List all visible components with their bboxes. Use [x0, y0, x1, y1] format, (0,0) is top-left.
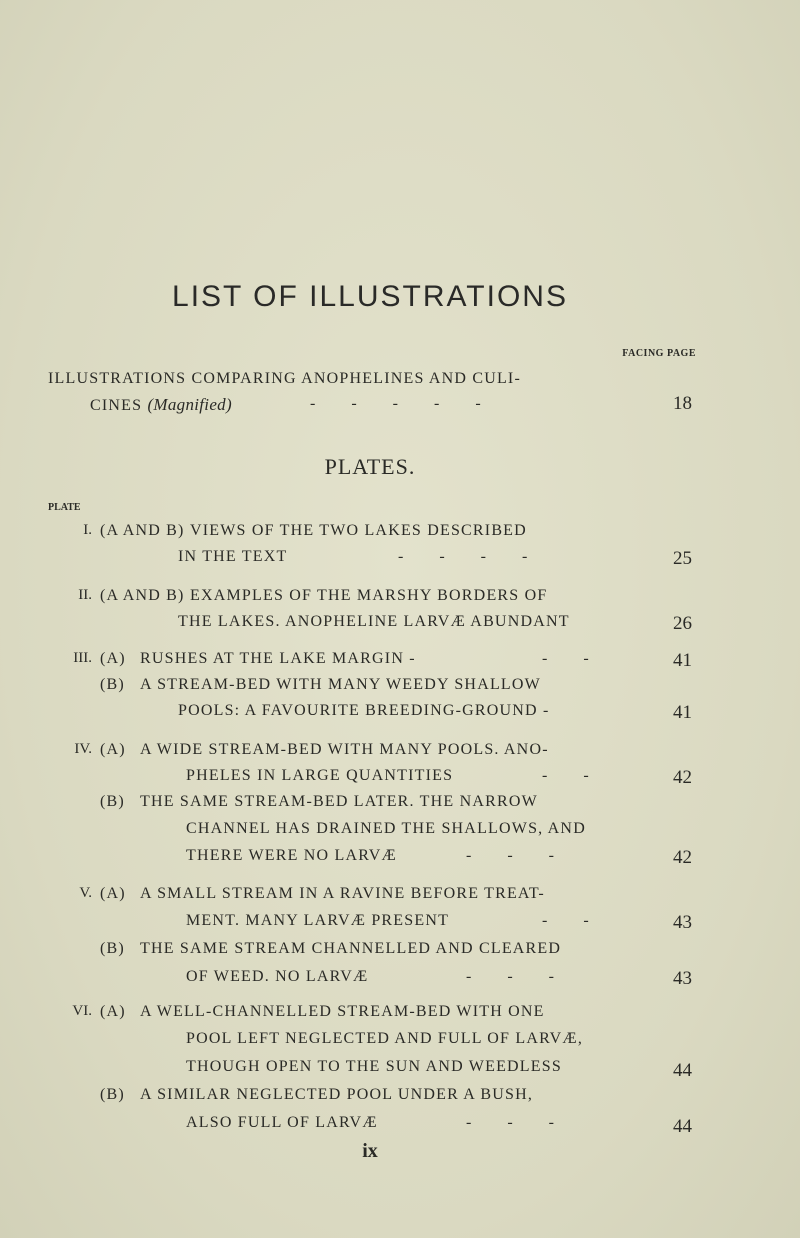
entry-page-number: 41: [673, 702, 692, 723]
leader-dashes: - -: [542, 912, 589, 929]
entry-line: THOUGH OPEN TO THE SUN AND WEEDLESS: [186, 1058, 562, 1075]
plate-number: IV.: [74, 741, 92, 757]
entry-sub-label: (A AND B): [100, 587, 185, 604]
plate-number: VI.: [72, 1003, 92, 1019]
entry-sub-label: (A): [100, 741, 126, 758]
plate-column-label: PLATE: [48, 502, 81, 513]
entry-sub-label: (A): [100, 885, 126, 902]
entry-page-number: 43: [673, 912, 692, 933]
entry-line: IN THE TEXT: [178, 548, 288, 565]
entry-page-number: 42: [673, 847, 692, 868]
intro-line-2-italic: (Magnified): [147, 395, 232, 414]
entry-line: A SMALL STREAM IN A RAVINE BEFORE TREAT-: [140, 885, 545, 902]
leader-dashes: - - -: [466, 968, 554, 985]
entry-line: A WIDE STREAM-BED WITH MANY POOLS. ANO-: [140, 741, 549, 758]
facing-page-label: FACING PAGE: [622, 348, 696, 359]
entry-page-number: 43: [673, 968, 692, 989]
plate-number: I.: [83, 522, 92, 538]
entry-line: POOLS: A FAVOURITE BREEDING-GROUND -: [178, 702, 550, 719]
plate-number: III.: [73, 650, 92, 666]
intro-page-number: 18: [673, 393, 692, 414]
entry-line: MENT. MANY LARVÆ PRESENT: [186, 912, 450, 929]
leader-dashes: - - -: [466, 1114, 554, 1131]
intro-line-2: [90, 395, 232, 415]
entry-line: POOL LEFT NEGLECTED AND FULL OF LARVÆ,: [186, 1030, 584, 1047]
entry-sub-label: (A AND B): [100, 522, 185, 539]
leader-dashes: - - - - -: [310, 395, 481, 412]
entry-page-number: 41: [673, 650, 692, 671]
plates-heading: PLATES.: [324, 454, 416, 479]
entry-page-number: 42: [673, 767, 692, 788]
entry-line: THE LAKES. ANOPHELINE LARVÆ ABUNDANT: [178, 613, 570, 630]
entry-line: CHANNEL HAS DRAINED THE SHALLOWS, AND: [186, 820, 586, 837]
entry-page-number: 25: [673, 548, 692, 569]
intro-line-2-prefix: CINES: [90, 397, 143, 414]
leader-dashes: - - -: [466, 847, 554, 864]
entry-line: EXAMPLES OF THE MARSHY BORDERS OF: [190, 587, 548, 604]
page-folio: ix: [362, 1140, 378, 1162]
entry-sub-label: (B): [100, 793, 125, 810]
entry-line: THERE WERE NO LARVÆ: [186, 847, 397, 864]
entry-line: THE SAME STREAM CHANNELLED AND CLEARED: [140, 940, 562, 957]
entry-line: A STREAM-BED WITH MANY WEEDY SHALLOW: [140, 676, 541, 693]
entry-sub-label: (B): [100, 940, 125, 957]
entry-sub-label: (A): [100, 1003, 126, 1020]
entry-line: PHELES IN LARGE QUANTITIES: [186, 767, 454, 784]
entry-line: ALSO FULL OF LARVÆ: [186, 1114, 378, 1131]
leader-dashes: - -: [542, 650, 589, 667]
entry-page-number: 26: [673, 613, 692, 634]
page-title: LIST OF ILLUSTRATIONS: [172, 280, 568, 313]
entry-line: OF WEED. NO LARVÆ: [186, 968, 369, 985]
entry-sub-label: (B): [100, 1086, 125, 1103]
entry-page-number: 44: [673, 1060, 692, 1081]
entry-line: A SIMILAR NEGLECTED POOL UNDER A BUSH,: [140, 1086, 534, 1103]
entry-line: VIEWS OF THE TWO LAKES DESCRIBED: [190, 522, 527, 539]
leader-dashes: - -: [542, 767, 589, 784]
leader-dashes: - - - -: [398, 548, 528, 565]
intro-line-1: ILLUSTRATIONS COMPARING ANOPHELINES AND CULI-: [48, 370, 521, 387]
plate-number: V.: [79, 885, 92, 901]
entry-sub-label: (A): [100, 650, 126, 667]
plate-number: II.: [78, 587, 92, 603]
entry-line: THE SAME STREAM-BED LATER. THE NARROW: [140, 793, 538, 810]
entry-line: RUSHES AT THE LAKE MARGIN -: [140, 650, 416, 667]
entry-line: A WELL-CHANNELLED STREAM-BED WITH ONE: [140, 1003, 545, 1020]
entry-sub-label: (B): [100, 676, 125, 693]
entry-page-number: 44: [673, 1116, 692, 1137]
